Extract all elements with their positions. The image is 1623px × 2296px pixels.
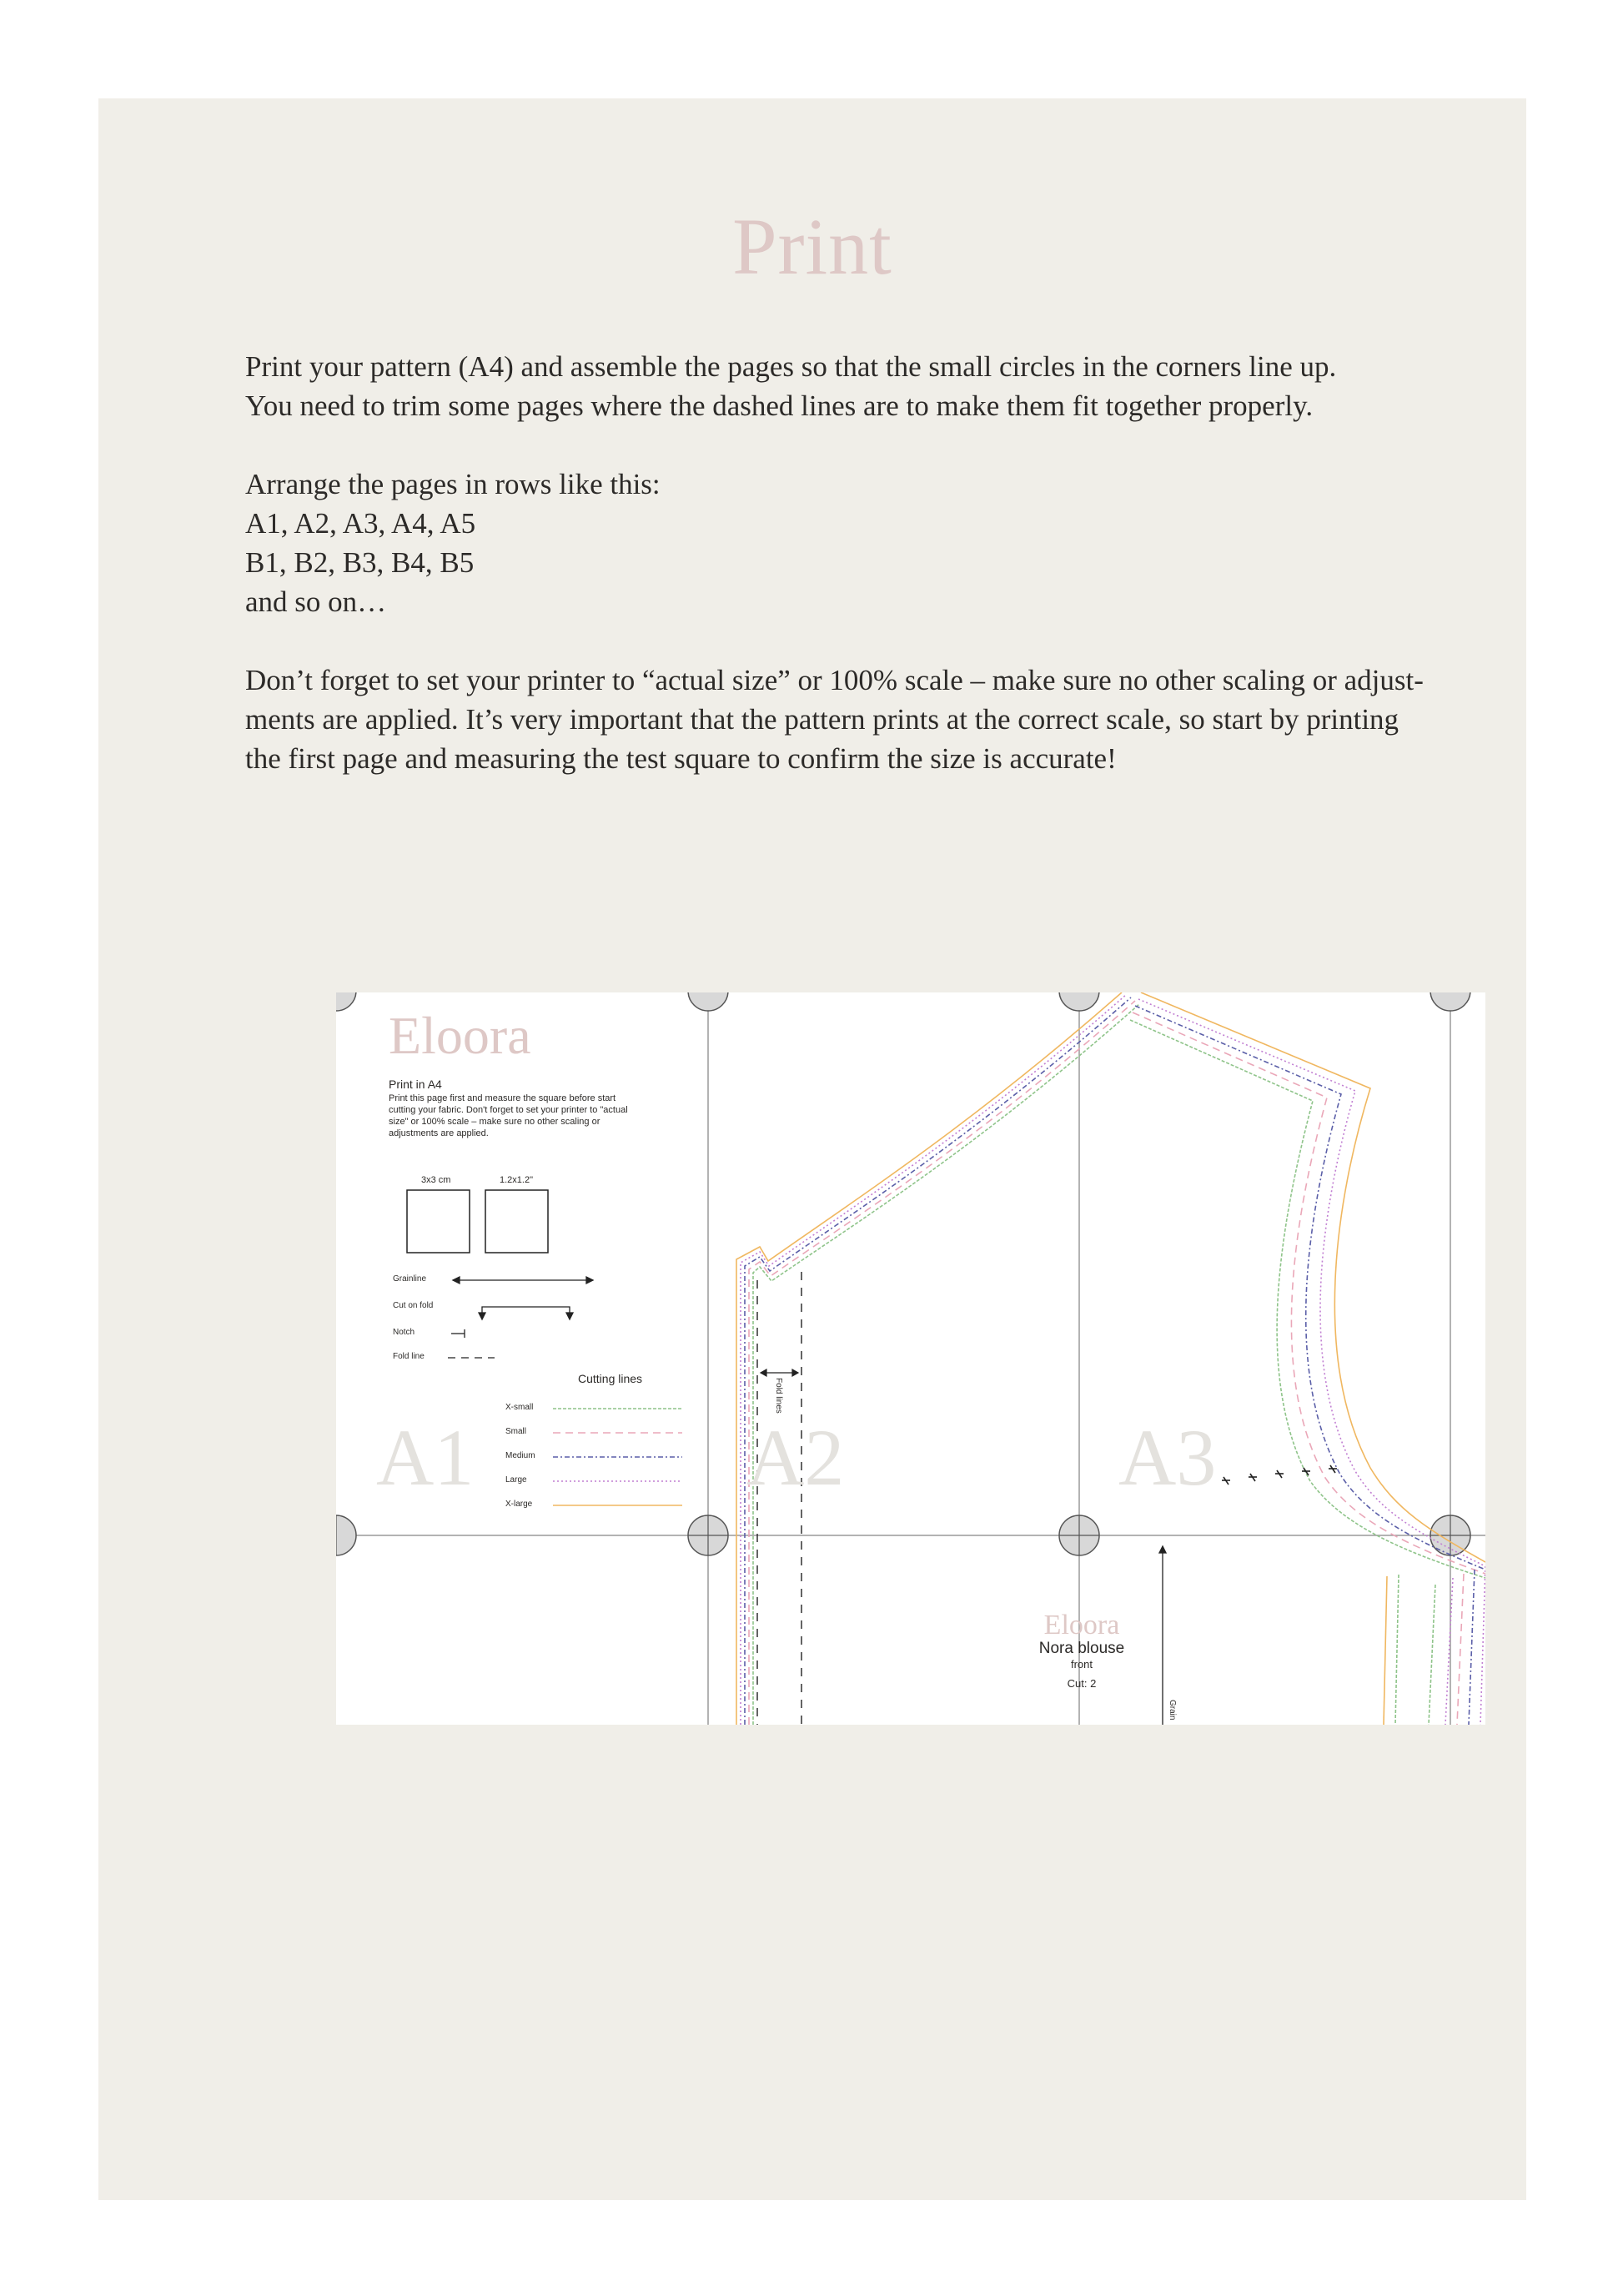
test-square-imperial-label: 1.2x1.2" [500,1175,533,1185]
grainline-text: Grain [1168,1700,1177,1721]
notch-label: Notch [393,1328,415,1337]
piece-cut-count: Cut: 2 [1067,1677,1097,1690]
paragraph-line: the first page and measuring the test square to confirm the size is accurate! [245,742,1117,775]
paragraph-line: and so on… [245,585,387,618]
pattern-sheet-info [389,1006,689,1139]
brand-logo: Eloora [389,1006,531,1065]
grainline-label: Grainline [393,1274,427,1284]
size-label: X-small [505,1403,534,1412]
piece-brand-logo: Eloora [1043,1610,1120,1640]
test-square-metric-label: 3x3 cm [421,1175,451,1185]
pattern-piece-label [1000,1611,1163,1693]
piece-name: Nora blouse [1038,1640,1125,1657]
page-label-a2: A2 [746,1413,845,1502]
page-title: Print [732,202,892,291]
paragraph-line: You need to trim some pages where the dashed lines are to make them fit together properly. [245,389,1314,422]
paragraph-line: Arrange the pages in rows like this: [245,468,661,500]
fold-line-label: Fold line [393,1352,425,1361]
print-heading: Print in A4 [389,1078,442,1091]
size-label: Medium [505,1451,535,1460]
instruction-page [98,98,1526,2200]
row-example-a: A1, A2, A3, A4, A5 [245,507,476,540]
paragraph-line: ments are applied. It’s very important that the pattern prints at the correct scale, so start by printing [245,703,1399,736]
instructions-text [245,347,1546,778]
page-label-a1: A1 [376,1413,475,1502]
fold-lines-text: Fold lines [774,1378,783,1414]
page-label-a3: A3 [1118,1413,1217,1502]
cutting-lines-heading: Cutting lines [578,1372,643,1385]
cut-on-fold-label: Cut on fold [393,1301,434,1310]
pattern-preview-image [336,992,1485,1725]
size-label: Large [505,1475,527,1485]
size-label: X-large [505,1500,533,1509]
print-instructions: Print this page first and measure the square before start cutting your fabric. Don't forget to set your printer to "actual size" or 100% scale – make sure no other scaling or adjustments are applied. [389,1093,628,1138]
paragraph-line: Print your pattern (A4) and assemble the pages so that the small circles in the corners line up. [245,350,1337,383]
size-label: Small [505,1427,527,1436]
paragraph-line: Don’t forget to set your printer to “actual size” or 100% scale – make sure no other scaling or adjust- [245,664,1424,696]
piece-view: front [1070,1658,1093,1671]
row-example-b: B1, B2, B3, B4, B5 [245,546,475,579]
